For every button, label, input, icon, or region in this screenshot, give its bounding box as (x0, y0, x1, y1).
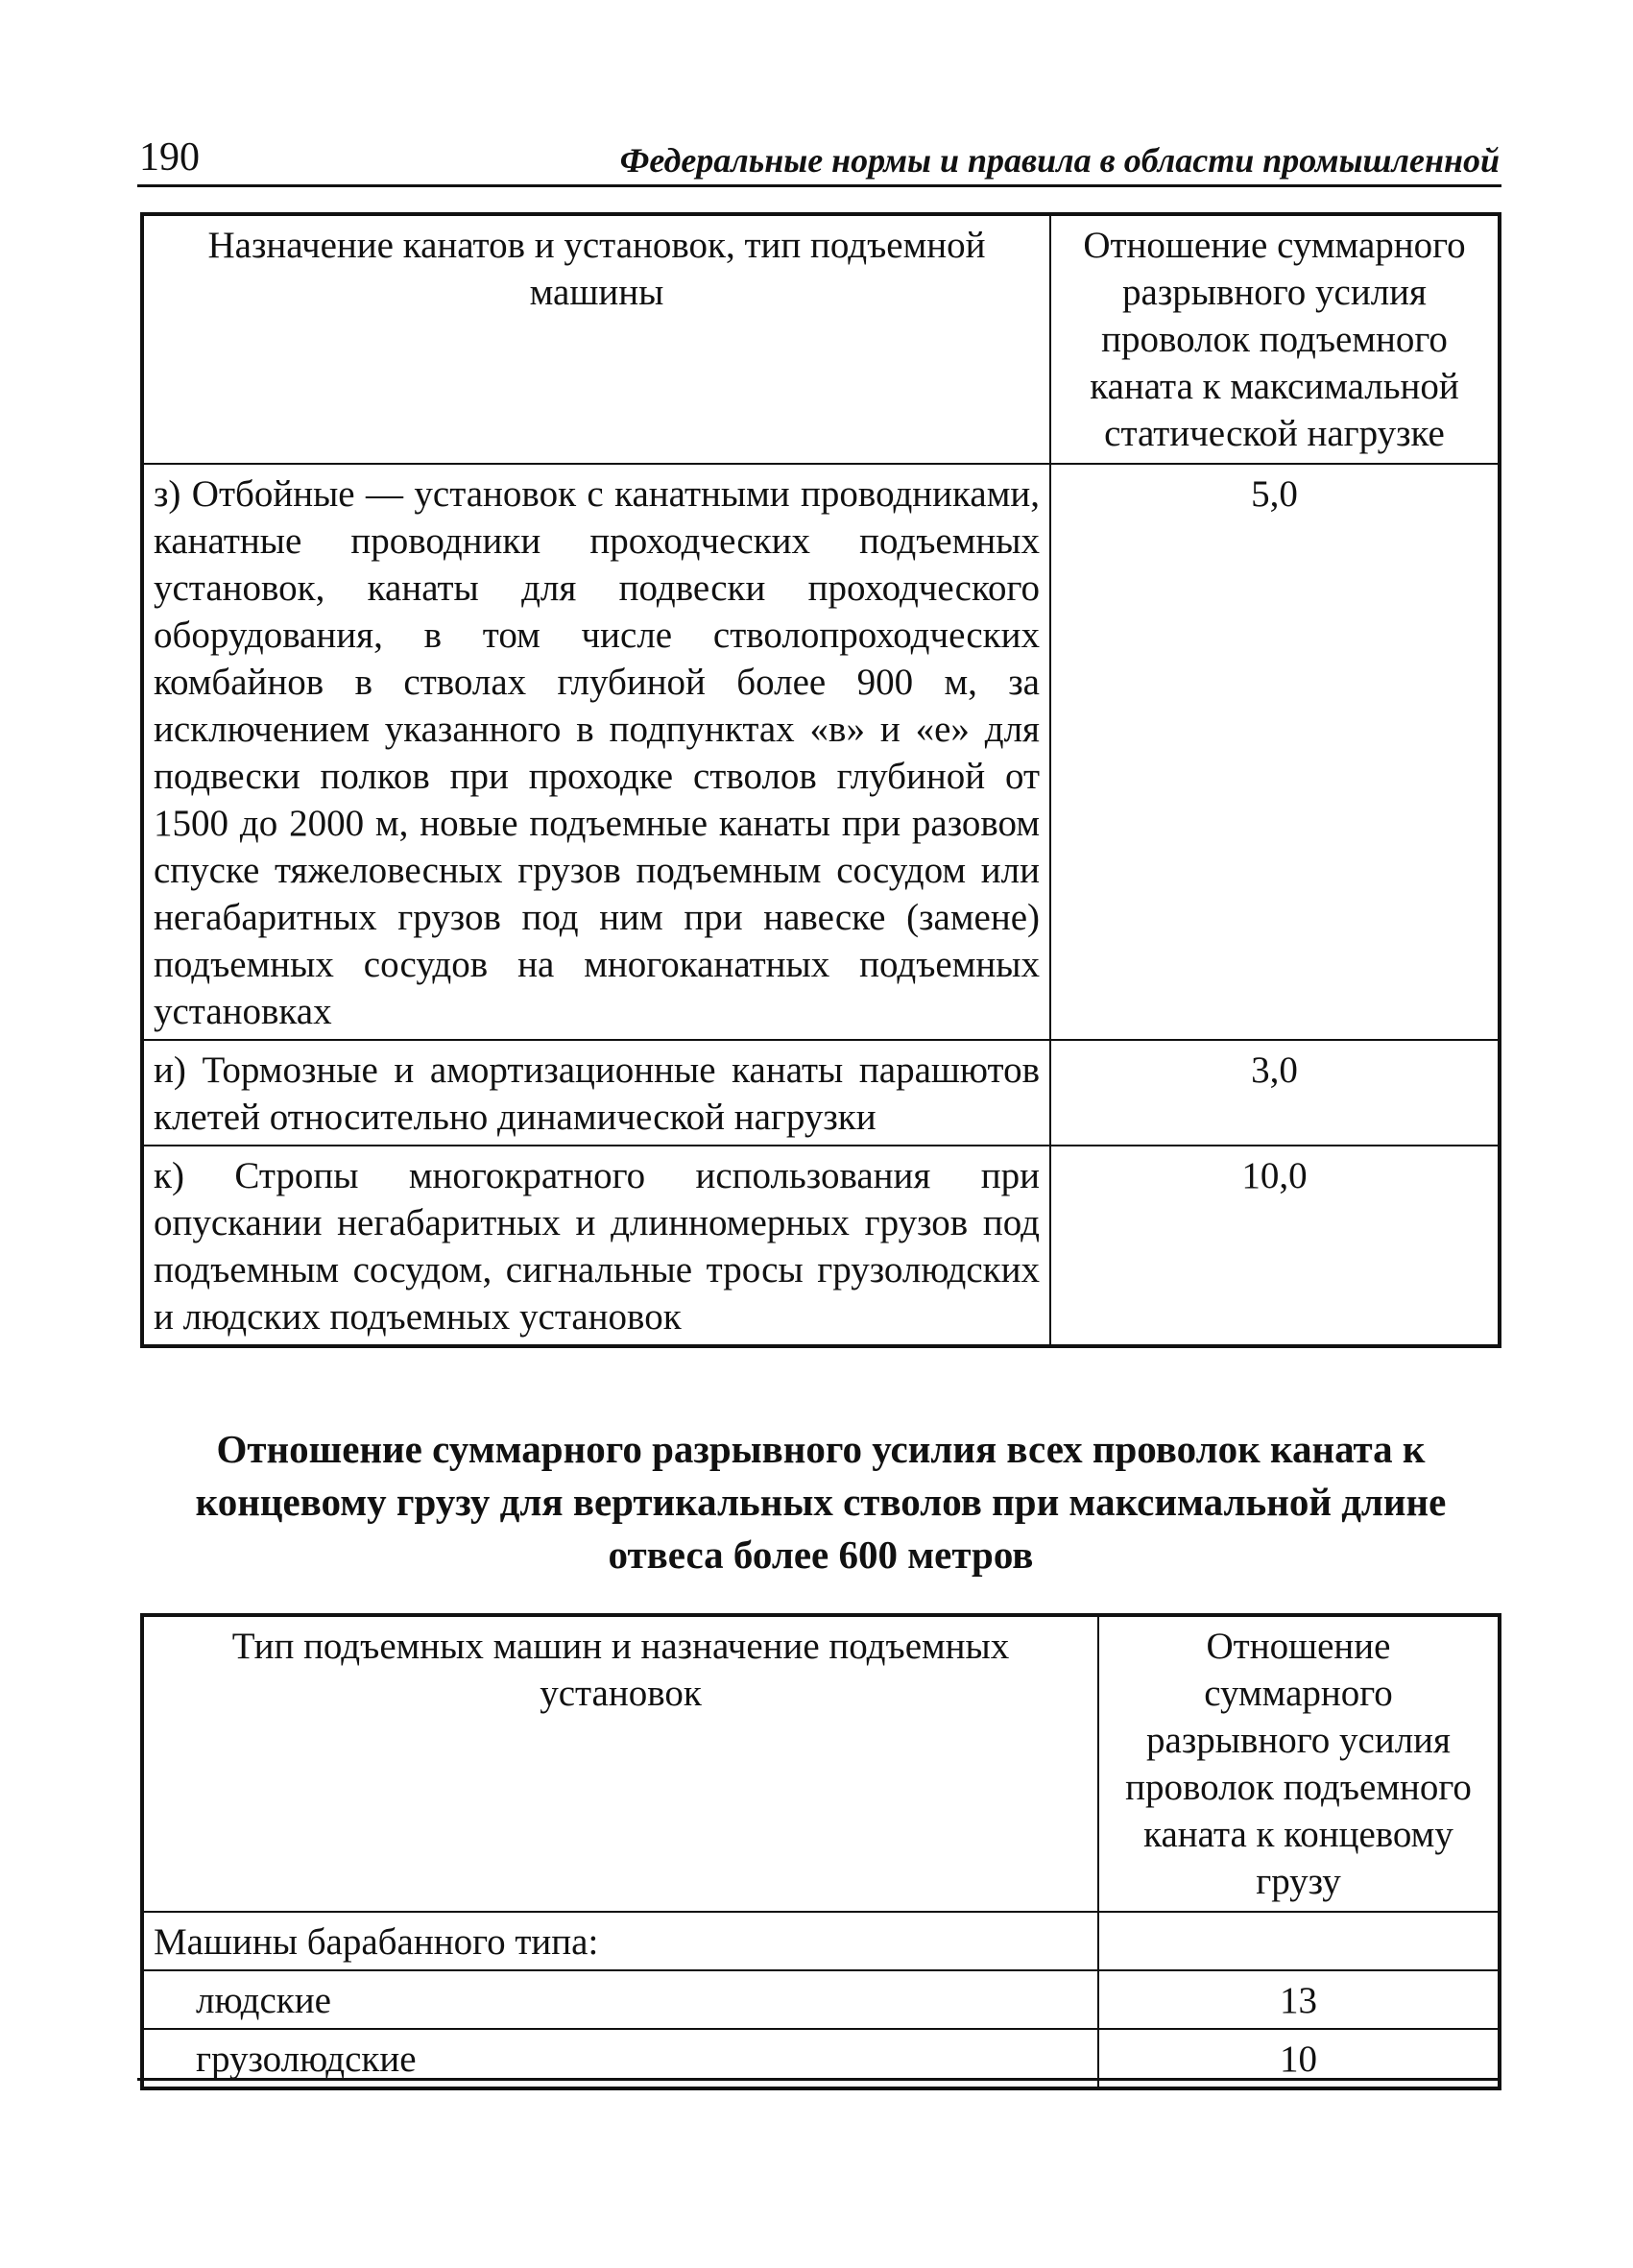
row-value: 10,0 (1050, 1146, 1500, 1346)
table-row (142, 1040, 1500, 1146)
row-text: Машины барабанного типа: (142, 1912, 1098, 1970)
row-text: к) Стропы многократного использования при опускании негабаритных и длинномерных грузов под подъемным сосудом, сигнальные тросы грузолюдских и людских подъемных установок (142, 1146, 1050, 1346)
row-text: з) Отбойные — установок с канатными проводниками, канатные проводники проходческих подъемных установок, канаты для подвески проходческого оборудования, в том числе стволопроходческих комбайнов в стволах глубиной более 900 м, за исключением указанного в подпунктах «в» и «е» для подвески полков при проходке стволов глубиной от 1500 до 2000 м, новые подъемные канаты при разовом спуске тяжеловесных грузов подъемным сосудом или негабаритных грузов под ним при навеске (замене) подъемных сосудов на многоканатных подъемных установках (142, 464, 1050, 1040)
table-row (142, 1146, 1500, 1346)
table-header-row (142, 1615, 1500, 1912)
table-row (142, 464, 1500, 1040)
bottom-rule (137, 2078, 1501, 2081)
page-number: 190 (139, 135, 200, 180)
rope-ratio-table (140, 212, 1501, 1348)
header-cell-machine-type: Тип подъемных машин и назначение подъемных установок (142, 1615, 1098, 1912)
row-value (1098, 1912, 1500, 1970)
header-cell-purpose: Назначение канатов и установок, тип подъемной машины (142, 214, 1050, 464)
table-header-row (142, 214, 1500, 464)
header-cell-ratio: Отношение суммарного разрывного усилия проволок подъемного каната к концевому грузу (1098, 1615, 1500, 1912)
row-text: и) Тормозные и амортизационные канаты парашютов клетей относительно динамической нагрузки (142, 1040, 1050, 1146)
running-title: Федеральные нормы и правила в области промышленной (619, 141, 1500, 180)
row-value: 13 (1098, 1970, 1500, 2029)
table-row (142, 1912, 1500, 1970)
row-text: людские (142, 1970, 1098, 2029)
header-cell-ratio: Отношение суммарного разрывного усилия проволок подъемного каната к максимальной статической нагрузке (1050, 214, 1500, 464)
section-title: Отношение суммарного разрывного усилия всех проволок каната к концевому грузу для вертикальных стволов при максимальной длине отвеса более 600 метров (195, 1427, 1447, 1577)
end-load-ratio-table (140, 1613, 1501, 2090)
row-value: 10 (1098, 2029, 1500, 2088)
row-value: 3,0 (1050, 1040, 1500, 1146)
page-header (137, 134, 1501, 187)
row-text: грузолюдские (142, 2029, 1098, 2088)
row-value: 5,0 (1050, 464, 1500, 1040)
table-row (142, 1970, 1500, 2029)
